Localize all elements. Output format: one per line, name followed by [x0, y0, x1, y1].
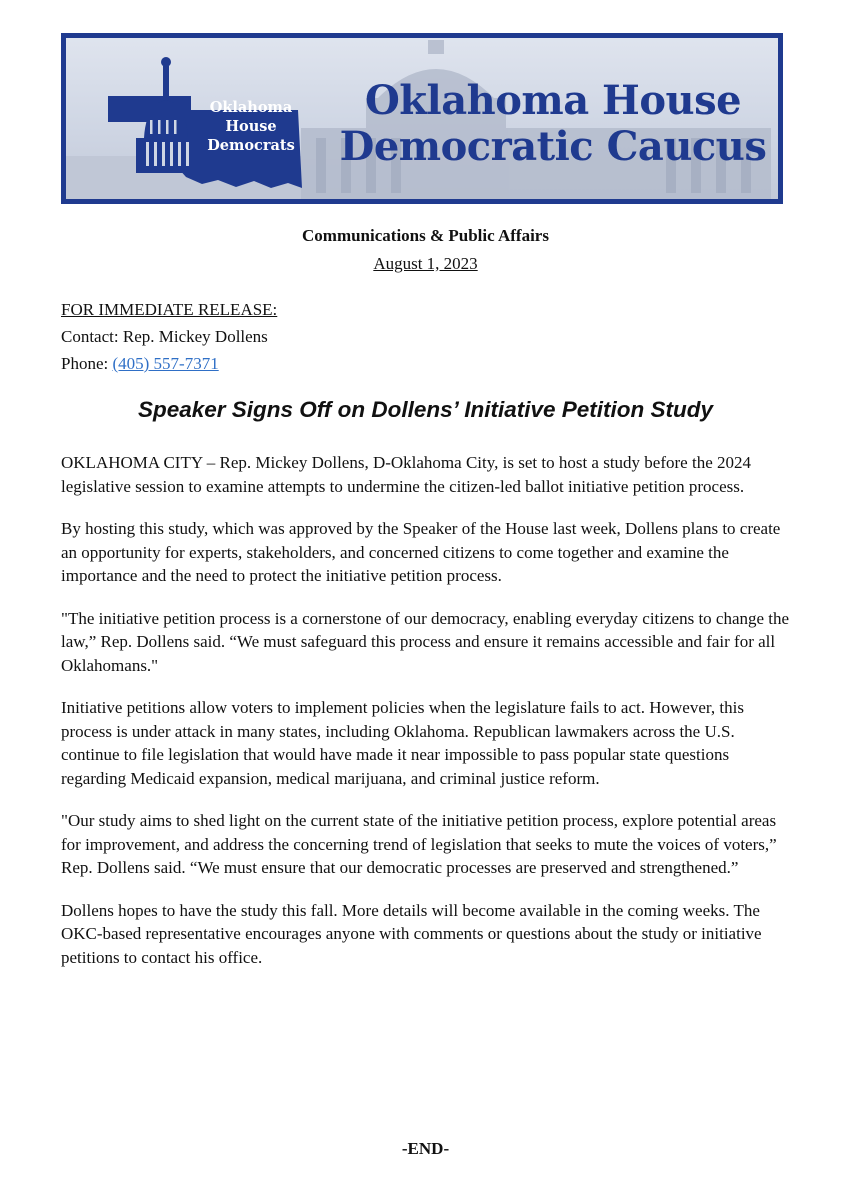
phone-line	[61, 350, 277, 377]
caucus-title	[328, 78, 778, 170]
release-date: August 1, 2023	[373, 254, 478, 273]
release-label: FOR IMMEDIATE RELEASE:	[61, 300, 278, 319]
headline: Speaker Signs Off on Dollens’ Initiative Petition Study	[137, 397, 714, 422]
body-paragraph: OKLAHOMA CITY – Rep. Mickey Dollens, D-Oklahoma City, is set to host a study before the 2024 legislative session to examine attempts to undermine the citizen-led ballot initiative petition process.	[61, 453, 751, 496]
logo-line: House	[225, 118, 277, 135]
logo-line: Democrats	[207, 137, 295, 154]
phone-link[interactable]: (405) 557-7371	[112, 354, 219, 373]
body-paragraph: Initiative petitions allow voters to implement policies when the legislature fails to act. However, this process is under attack in many states, including Oklahoma. Republican lawmakers across the U.S. continue to file legislation that would have made it near impossible to pass popular state questions regarding Medicaid expansion, medical marijuana, and criminal justice reform.	[61, 698, 744, 788]
body-paragraph: By hosting this study, which was approved by the Speaker of the House last week, Dollens plans to create an opportunity for experts, stakeholders, and concerned citizens to come together and examine the importance and the need to protect the initiative petition process.	[61, 519, 781, 585]
caucus-banner	[61, 33, 783, 204]
department-heading: Communications & Public Affairs	[302, 226, 549, 245]
body-paragraph: "Our study aims to shed light on the current state of the initiative petition process, explore potential areas for improvement, and address the concerning trend of legislation that seeks to mute the voices of voters,” Rep. Dollens said. “We must ensure that our democratic processes are preserved and strengthened.”	[61, 811, 777, 877]
press-release-body	[61, 451, 796, 988]
caucus-title-line: Democratic Caucus	[339, 123, 767, 170]
contact-line: Contact: Rep. Mickey Dollens	[61, 327, 268, 346]
body-paragraph: Dollens hopes to have the study this fall. More details will become available in the coming weeks. The OKC-based representative encourages anyone with comments or questions about the study or initiative petitions to contact his office.	[61, 900, 762, 967]
phone-label: Phone:	[61, 354, 113, 373]
body-paragraph: "The initiative petition process is a cornerstone of our democracy, enabling everyday citizens to change the law,” Rep. Dollens said. “We must safeguard this process and ensure it remains accessible and fair for all Oklahomans."	[61, 608, 790, 675]
logo-line: Oklahoma	[209, 99, 293, 116]
caucus-title-line: Oklahoma House	[364, 77, 742, 124]
contact-block	[61, 296, 277, 377]
logo-text	[196, 98, 306, 155]
end-marker: -END-	[401, 1139, 450, 1158]
